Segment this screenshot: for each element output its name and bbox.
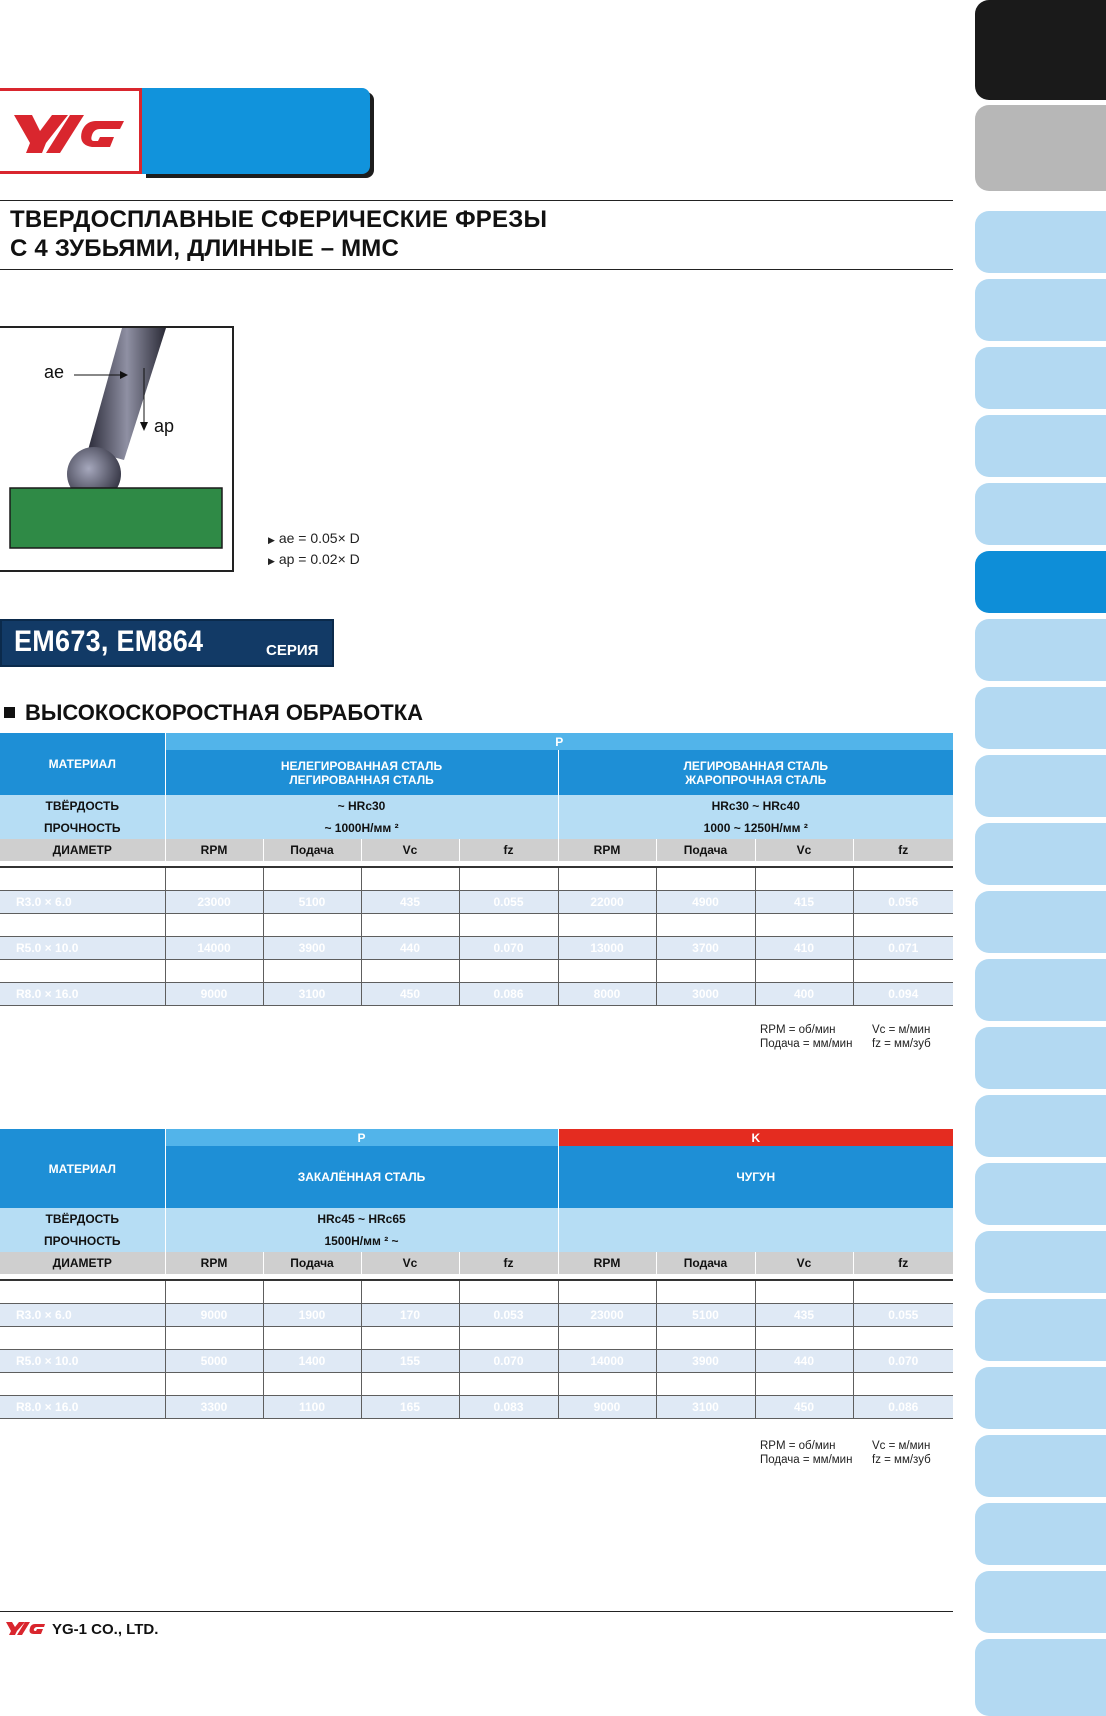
value-cell: 5600 xyxy=(656,1280,755,1304)
brand-logo xyxy=(0,88,142,174)
value-cell: 28000 xyxy=(165,867,263,891)
side-tab-1[interactable] xyxy=(975,211,1106,273)
value-cell: 0.080 xyxy=(853,960,953,983)
value-cell: 450 xyxy=(361,983,459,1006)
value-cell: 435 xyxy=(361,891,459,914)
value-cell: 1400 xyxy=(263,1350,361,1373)
workpiece xyxy=(10,488,222,548)
side-tab-gray[interactable] xyxy=(975,105,1106,191)
material-group-right: ЧУГУН xyxy=(558,1146,953,1208)
value-cell: 450 xyxy=(361,914,459,937)
value-cell: 3900 xyxy=(263,937,361,960)
diameter-cell: R4.0 × 8.0 xyxy=(0,1327,165,1350)
value-cell: 3100 xyxy=(263,983,361,1006)
strength-right xyxy=(558,1230,953,1252)
value-cell: 440 xyxy=(361,937,459,960)
units-note-1: RPM = об/мин Vc = м/мин Подача = мм/мин fz = мм/зуб xyxy=(760,1024,931,1050)
value-cell: 415 xyxy=(755,891,853,914)
hardness-label: ТВЁРДОСТЬ xyxy=(0,1208,165,1230)
table-row xyxy=(0,891,953,914)
value-cell: 0.086 xyxy=(459,983,558,1006)
diameter-cell: R3.0 × 6.0 xyxy=(0,891,165,914)
side-tab-17[interactable] xyxy=(975,1299,1106,1361)
hardness-label: ТВЁРДОСТЬ xyxy=(0,795,165,817)
table-row xyxy=(0,867,953,891)
value-cell: 440 xyxy=(361,867,459,891)
group-code-k: K xyxy=(558,1129,953,1146)
value-cell: 3700 xyxy=(656,937,755,960)
diameter-cell: R6.0 × 12.0 xyxy=(0,1373,165,1396)
value-cell: 4600 xyxy=(656,1327,755,1350)
col-vc: Vc xyxy=(361,1252,459,1274)
value-cell: 18000 xyxy=(558,1327,656,1350)
value-cell: 400 xyxy=(755,983,853,1006)
side-tab-15[interactable] xyxy=(975,1163,1106,1225)
col-vc: Vc xyxy=(361,839,459,861)
value-cell: 0.056 xyxy=(853,891,953,914)
side-tab-3[interactable] xyxy=(975,347,1106,409)
table-row xyxy=(0,1327,953,1350)
col-fz: fz xyxy=(459,839,558,861)
value-cell: 0.050 xyxy=(853,1280,953,1304)
diameter-cell: R5.0 × 10.0 xyxy=(0,1350,165,1373)
value-cell: 1900 xyxy=(263,1304,361,1327)
value-cell: 4900 xyxy=(656,891,755,914)
value-cell: 14000 xyxy=(165,937,263,960)
value-cell: 0.077 xyxy=(853,1373,953,1396)
value-cell: 175 xyxy=(361,1327,459,1350)
company-name: YG-1 CO., LTD. xyxy=(52,1621,159,1638)
formula-ae: ▶ ae = 0.05× D xyxy=(268,530,360,546)
title-bottom-rule xyxy=(0,269,953,270)
bullet-square-icon xyxy=(4,707,15,718)
value-cell: 23000 xyxy=(165,891,263,914)
value-cell: 1700 xyxy=(263,1327,361,1350)
endmill-shank xyxy=(88,328,166,460)
diameter-cell: R2.5 × 5.0 xyxy=(0,867,165,891)
col-feed: Подача xyxy=(263,1252,361,1274)
hardness-left: HRc45 ~ HRc65 xyxy=(165,1208,558,1230)
diameter-cell: R8.0 × 16.0 xyxy=(0,983,165,1006)
diameter-cell: R8.0 × 16.0 xyxy=(0,1396,165,1419)
label-ae: ae xyxy=(44,362,65,382)
hardness-left: ~ HRc30 xyxy=(165,795,558,817)
value-cell: 415 xyxy=(755,960,853,983)
table-row xyxy=(0,937,953,960)
value-cell: 9000 xyxy=(558,1396,656,1419)
value-cell: 9000 xyxy=(165,983,263,1006)
side-tab-20[interactable] xyxy=(975,1503,1106,1565)
section-title: ВЫСОКОСКОРОСТНАЯ ОБРАБОТКА xyxy=(4,700,423,726)
table-row xyxy=(0,1304,953,1327)
value-cell: 450 xyxy=(755,1373,853,1396)
diameter-cell: R2.5 × 5.0 xyxy=(0,1280,165,1304)
strength-left: ~ 1000Н/мм ² xyxy=(165,817,558,839)
value-cell: 0.061 xyxy=(459,1327,558,1350)
table-row xyxy=(0,1350,953,1373)
table-row xyxy=(0,1373,953,1396)
value-cell: 435 xyxy=(755,1304,853,1327)
side-tab-12[interactable] xyxy=(975,959,1106,1021)
side-tab-16[interactable] xyxy=(975,1231,1106,1293)
diameter-cell: R6.0 × 12.0 xyxy=(0,960,165,983)
value-cell: 12000 xyxy=(165,960,263,983)
value-cell: 3100 xyxy=(656,1396,755,1419)
value-cell: 450 xyxy=(361,960,459,983)
side-tab-13[interactable] xyxy=(975,1027,1106,1089)
value-cell: 175 xyxy=(361,1280,459,1304)
side-tab-top-black[interactable] xyxy=(975,0,1106,100)
value-cell: 5600 xyxy=(263,867,361,891)
value-cell: 170 xyxy=(361,1373,459,1396)
series-suffix: СЕРИЯ xyxy=(266,642,319,659)
value-cell: 4500 xyxy=(165,1373,263,1396)
value-cell: 410 xyxy=(755,937,853,960)
value-cell: 28000 xyxy=(558,1280,656,1304)
value-cell: 14000 xyxy=(558,1350,656,1373)
value-cell: 0.070 xyxy=(459,1350,558,1373)
yg-logo-icon xyxy=(0,91,139,171)
value-cell: 4600 xyxy=(263,914,361,937)
title-line-1: ТВЕРДОСПЛАВНЫЕ СФЕРИЧЕСКИЕ ФРЕЗЫ xyxy=(10,206,548,233)
value-cell: 0.053 xyxy=(459,1304,558,1327)
value-cell: 0.094 xyxy=(853,983,953,1006)
value-cell: 3300 xyxy=(165,1396,263,1419)
material-label: МАТЕРИАЛ xyxy=(0,733,165,795)
col-fz: fz xyxy=(459,1252,558,1274)
diameter-label: ДИАМЕТР xyxy=(0,839,165,861)
value-cell: 22000 xyxy=(558,891,656,914)
diameter-cell: R4.0 × 8.0 xyxy=(0,914,165,937)
col-feed: Подача xyxy=(656,1252,755,1274)
yg-small-logo-icon xyxy=(4,1619,46,1637)
side-tab-14[interactable] xyxy=(975,1095,1106,1157)
hardness-right: HRc30 ~ HRc40 xyxy=(558,795,953,817)
series-name: EM673, EM864 xyxy=(14,625,204,658)
side-tab-4[interactable] xyxy=(975,415,1106,477)
value-cell: 3900 xyxy=(656,1350,755,1373)
table-row xyxy=(0,983,953,1006)
strength-label: ПРОЧНОСТЬ xyxy=(0,817,165,839)
value-cell: 5000 xyxy=(165,1350,263,1373)
value-cell: 450 xyxy=(755,1396,853,1419)
col-rpm: RPM xyxy=(558,839,656,861)
diameter-cell: R3.0 × 6.0 xyxy=(0,1304,165,1327)
strength-right: 1000 ~ 1250Н/мм ² xyxy=(558,817,953,839)
strength-label: ПРОЧНОСТЬ xyxy=(0,1230,165,1252)
value-cell: 0.049 xyxy=(853,867,953,891)
table-row xyxy=(0,960,953,983)
side-tab-22[interactable] xyxy=(975,1639,1106,1716)
side-tab-active[interactable] xyxy=(975,551,1106,613)
col-rpm: RPM xyxy=(165,1252,263,1274)
col-vc: Vc xyxy=(755,1252,853,1274)
col-rpm: RPM xyxy=(558,1252,656,1274)
value-cell: 0.083 xyxy=(459,1396,558,1419)
cutting-diagram xyxy=(0,326,234,572)
value-cell: 1100 xyxy=(263,1396,361,1419)
side-tab-21[interactable] xyxy=(975,1571,1106,1633)
speed-table-2 xyxy=(0,1129,953,1419)
value-cell: 17000 xyxy=(558,914,656,937)
value-cell: 0.048 xyxy=(459,1280,558,1304)
value-cell: 0.063 xyxy=(853,914,953,937)
value-cell: 0.055 xyxy=(853,1304,953,1327)
material-group-right: ЛЕГИРОВАННАЯ СТАЛЬ ЖАРОПРОЧНАЯ СТАЛЬ xyxy=(558,750,953,795)
value-cell: 18000 xyxy=(165,914,263,937)
value-cell: 9000 xyxy=(165,1304,263,1327)
side-tab-18[interactable] xyxy=(975,1367,1106,1429)
side-tab-5[interactable] xyxy=(975,483,1106,545)
table-row xyxy=(0,914,953,937)
group-code-p: P xyxy=(165,733,953,750)
value-cell: 0.050 xyxy=(459,867,558,891)
strength-left: 1500Н/мм ² ~ xyxy=(165,1230,558,1252)
material-label: МАТЕРИАЛ xyxy=(0,1129,165,1208)
brand-banner xyxy=(142,88,370,174)
value-cell: 5100 xyxy=(263,891,361,914)
value-cell: 0.072 xyxy=(459,1373,558,1396)
value-cell: 425 xyxy=(755,914,853,937)
value-cell: 0.064 xyxy=(459,914,558,937)
value-cell: 3000 xyxy=(656,983,755,1006)
col-feed: Подача xyxy=(263,839,361,861)
value-cell: 0.071 xyxy=(853,937,953,960)
value-cell: 425 xyxy=(755,867,853,891)
side-tab-11[interactable] xyxy=(975,891,1106,953)
value-cell: 5300 xyxy=(656,867,755,891)
col-fz: fz xyxy=(853,839,953,861)
page-title xyxy=(10,205,547,263)
material-group-left: НЕЛЕГИРОВАННАЯ СТАЛЬ ЛЕГИРОВАННАЯ СТАЛЬ xyxy=(165,750,558,795)
value-cell: 0.077 xyxy=(459,960,558,983)
side-tab-2[interactable] xyxy=(975,279,1106,341)
diameter-cell: R5.0 × 10.0 xyxy=(0,937,165,960)
value-cell: 11000 xyxy=(558,960,656,983)
hardness-right xyxy=(558,1208,953,1230)
series-banner xyxy=(0,619,334,667)
speed-table-1 xyxy=(0,733,953,1006)
title-line-2: С 4 ЗУБЬЯМИ, ДЛИННЫЕ – MMC xyxy=(10,235,400,262)
footer xyxy=(4,1619,158,1638)
units-note-2: RPM = об/мин Vc = м/мин Подача = мм/мин fz = мм/зуб xyxy=(760,1440,931,1466)
value-cell: 8000 xyxy=(558,983,656,1006)
diameter-label: ДИАМЕТР xyxy=(0,1252,165,1274)
value-cell: 2100 xyxy=(263,1280,361,1304)
value-cell: 440 xyxy=(755,1280,853,1304)
group-code-p: P xyxy=(165,1129,558,1146)
value-cell: 4300 xyxy=(656,914,755,937)
value-cell: 12000 xyxy=(558,1373,656,1396)
formula-ap: ▶ ap = 0.02× D xyxy=(268,551,360,567)
value-cell: 13000 xyxy=(558,937,656,960)
value-cell: 7000 xyxy=(165,1327,263,1350)
value-cell: 3500 xyxy=(656,960,755,983)
value-cell: 3700 xyxy=(656,1373,755,1396)
value-cell: 1300 xyxy=(263,1373,361,1396)
value-cell: 23000 xyxy=(558,1304,656,1327)
footer-rule xyxy=(0,1611,953,1612)
col-vc: Vc xyxy=(755,839,853,861)
col-rpm: RPM xyxy=(165,839,263,861)
table-row xyxy=(0,1396,953,1419)
value-cell: 5100 xyxy=(656,1304,755,1327)
value-cell: 3700 xyxy=(263,960,361,983)
value-cell: 0.055 xyxy=(459,891,558,914)
value-cell: 27000 xyxy=(558,867,656,891)
value-cell: 440 xyxy=(755,1350,853,1373)
value-cell: 0.064 xyxy=(853,1327,953,1350)
title-top-rule xyxy=(0,200,953,201)
col-fz: fz xyxy=(853,1252,953,1274)
value-cell: 165 xyxy=(361,1396,459,1419)
side-tab-9[interactable] xyxy=(975,755,1106,817)
value-cell: 450 xyxy=(755,1327,853,1350)
side-tab-10[interactable] xyxy=(975,823,1106,885)
value-cell: 0.070 xyxy=(853,1350,953,1373)
label-ap: ap xyxy=(154,416,175,436)
value-cell: 11000 xyxy=(165,1280,263,1304)
side-tab-7[interactable] xyxy=(975,619,1106,681)
side-tab-8[interactable] xyxy=(975,687,1106,749)
value-cell: 0.070 xyxy=(459,937,558,960)
table-row xyxy=(0,1280,953,1304)
material-group-left: ЗАКАЛЁННАЯ СТАЛЬ xyxy=(165,1146,558,1208)
value-cell: 0.086 xyxy=(853,1396,953,1419)
value-cell: 155 xyxy=(361,1350,459,1373)
side-tab-19[interactable] xyxy=(975,1435,1106,1497)
value-cell: 170 xyxy=(361,1304,459,1327)
col-feed: Подача xyxy=(656,839,755,861)
